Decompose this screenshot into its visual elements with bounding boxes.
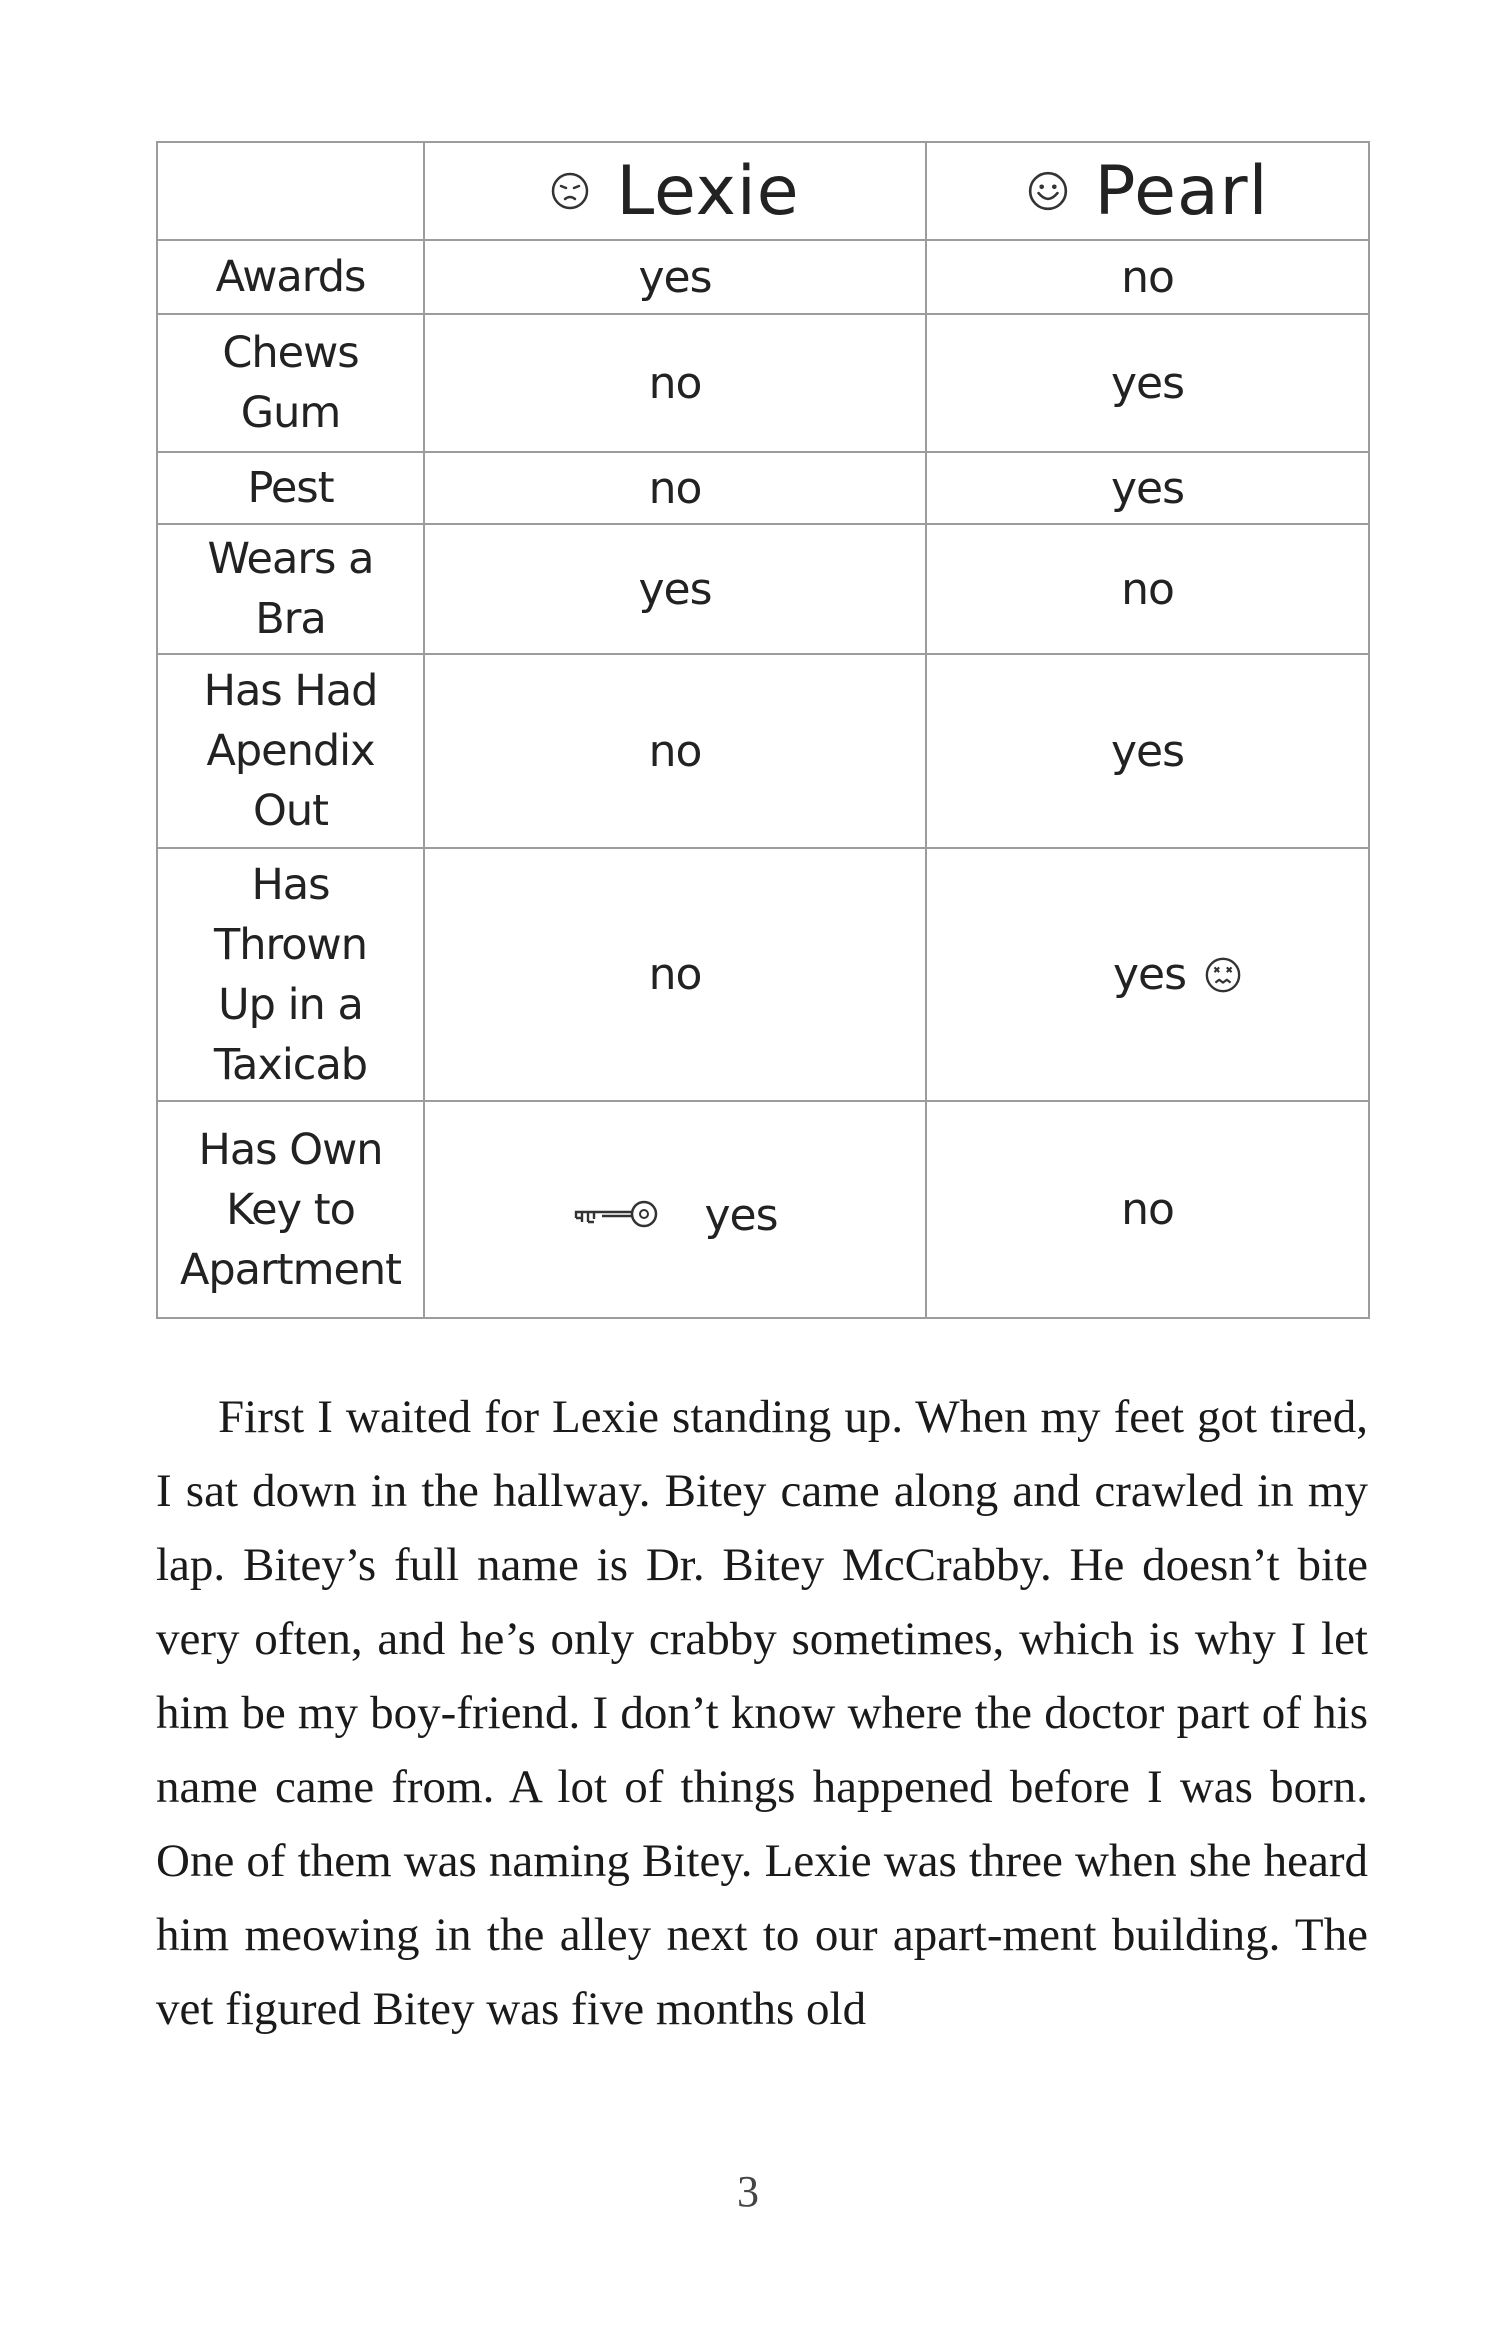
- lexie-value: yes: [704, 1190, 778, 1241]
- pearl-header: Pearl: [1094, 151, 1269, 231]
- row-label-line: Up in a: [218, 979, 363, 1030]
- pearl-cell: [926, 848, 1369, 1101]
- lexie-value: yes: [638, 251, 712, 303]
- row-label: [157, 314, 424, 452]
- table-row: [157, 654, 1369, 848]
- comparison-chart: [156, 141, 1370, 1319]
- pearl-cell: [926, 1101, 1369, 1318]
- pearl-cell: [926, 654, 1369, 848]
- paragraph: First I waited for Lexie standing up. When my feet got tired, I sat down in the hallway. Bitey came along and crawled in my lap. Bitey’s full name is Dr. Bitey McCrabby. He doesn’t bite very often, and he’s only crabby sometimes, which is why I let him be my boy-friend. I don’t know where the doctor part of his name came from. A lot of things happened before I was born. One of them was naming Bitey. Lexie was three when she heard him meowing in the alley next to our apart-ment building. The vet figured Bitey was five months old: [156, 1391, 1368, 2035]
- row-label-line: Taxicab: [213, 1039, 368, 1090]
- pearl-cell: [926, 452, 1369, 524]
- row-label-line: Gum: [240, 388, 341, 438]
- header-row: [157, 142, 1369, 240]
- row-label-line: Awards: [215, 252, 366, 302]
- lexie-header: Lexie: [616, 151, 800, 231]
- lexie-value: yes: [638, 563, 712, 615]
- row-label-line: Has Own: [198, 1124, 383, 1175]
- lexie-value: no: [648, 725, 702, 777]
- pearl-value: yes: [1110, 725, 1185, 777]
- squinting-face-icon: [550, 171, 590, 211]
- row-label: [157, 1101, 424, 1318]
- table-row: [157, 1101, 1369, 1318]
- lexie-cell: [424, 314, 926, 452]
- row-label: [157, 848, 424, 1101]
- lexie-cell: [424, 654, 926, 848]
- pearl-value: no: [1121, 563, 1174, 615]
- pearl-cell: [926, 240, 1369, 314]
- pearl-cell: [926, 524, 1369, 654]
- row-label-line: Apendix: [206, 726, 375, 776]
- smiling-face-icon: [1027, 170, 1069, 212]
- table-row: [157, 240, 1369, 314]
- row-label-line: Apartment: [179, 1244, 402, 1295]
- lexie-value: no: [648, 949, 702, 1000]
- row-label-line: Has Had: [203, 666, 378, 716]
- table-row: [157, 452, 1369, 524]
- row-label: [157, 240, 424, 314]
- row-label-line: Chews: [222, 328, 359, 378]
- row-label-line: Has: [251, 859, 330, 910]
- pearl-cell: [926, 314, 1369, 452]
- pearl-value: yes: [1110, 462, 1185, 514]
- row-label: [157, 654, 424, 848]
- row-label-line: Pest: [247, 463, 334, 513]
- lexie-cell: [424, 1101, 926, 1318]
- pearl-value: no: [1121, 1184, 1174, 1235]
- table-row: [157, 524, 1369, 654]
- empty-corner-cell: [157, 142, 424, 240]
- pearl-value: yes: [1110, 357, 1185, 409]
- lexie-cell: [424, 240, 926, 314]
- row-label-line: Out: [253, 786, 328, 836]
- body-text: [156, 1380, 1368, 2046]
- pearl-value: no: [1121, 251, 1174, 303]
- lexie-header-cell: [424, 142, 926, 240]
- lexie-cell: [424, 452, 926, 524]
- row-label-line: Wears a: [207, 534, 374, 584]
- page-number: 3: [737, 2167, 759, 2216]
- row-label: [157, 524, 424, 654]
- row-label-line: Thrown: [214, 919, 367, 970]
- pearl-value: yes: [1112, 949, 1187, 1000]
- row-label-line: Bra: [255, 594, 326, 644]
- lexie-cell: [424, 524, 926, 654]
- lexie-value: no: [648, 462, 702, 514]
- sick-face-icon: [1204, 956, 1242, 994]
- key-icon: [572, 1196, 662, 1236]
- row-label: [157, 452, 424, 524]
- pearl-header-cell: [926, 142, 1369, 240]
- lexie-cell: [424, 848, 926, 1101]
- table-row: [157, 314, 1369, 452]
- table-row: [157, 848, 1369, 1101]
- row-label-line: Key to: [226, 1184, 355, 1235]
- lexie-value: no: [648, 357, 702, 409]
